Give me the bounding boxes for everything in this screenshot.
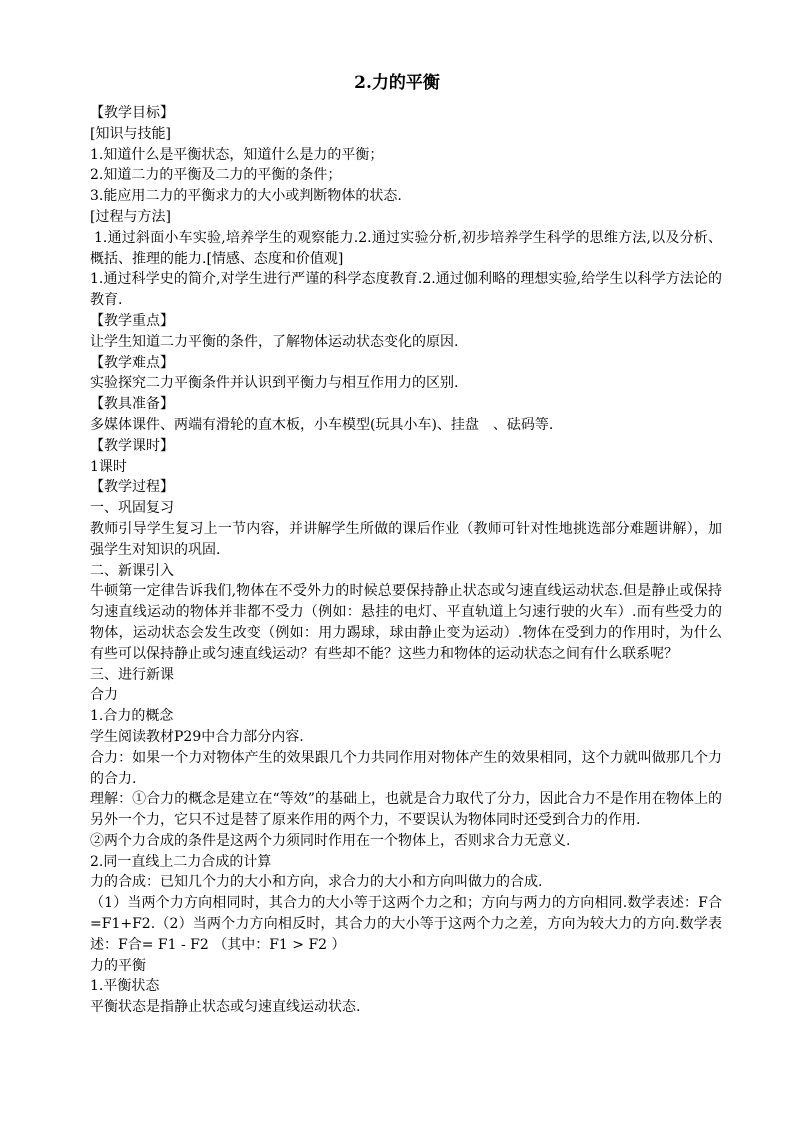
hours-text: 1课时 <box>90 458 127 475</box>
objective-item-3: 3.能应用二力的平衡求力的大小或判断物体的状态. <box>90 188 402 205</box>
process-paragraph: 1.通过斜面小车实验,培养学生的观察能力.2.通过实验分析,初步培养学生科学的思维方法,以及分析、概括、推理的能力.[情感、态度和价值观] <box>90 229 722 267</box>
subsection-heading-knowledge: [知识与技能] <box>90 125 171 142</box>
difficulties-text: 实验探究二力平衡条件并认识到平衡力与相互作用力的区别. <box>90 375 459 392</box>
section-heading-objectives: 【教学目标】 <box>90 105 174 121</box>
understanding-paragraph-2: ②两个力合成的条件是这两个力须同时作用在一个物体上，否则求合力无意义. <box>90 832 571 849</box>
equilibrium-definition: 平衡状态是指静止状态或匀速直线运动状态. <box>90 999 361 1016</box>
review-paragraph: 教师引导学生复习上一节内容，并讲解学生所做的课后作业（教师可针对性地挑选部分难题讲解），加强学生对知识的巩固. <box>90 520 722 558</box>
values-paragraph: 1.通过科学史的简介,对学生进行严谨的科学态度教育.2.通过伽利略的理想实验,给学生以科学方法论的教育. <box>90 271 722 309</box>
step-heading-new-lesson: 三、进行新课 <box>90 666 174 683</box>
topic-item-equilibrium: 1.平衡状态 <box>90 978 160 995</box>
understanding-paragraph-1: 理解：①合力的概念是建立在“等效”的基础上，也就是合力取代了分力，因此合力不是作用在物体上的另外一个力，它只不过是替了原来作用的两个力，不要误认为物体同时还受到合力的作用. <box>90 791 722 829</box>
key-points-text: 让学生知道二力平衡的条件，了解物体运动状态变化的原因. <box>90 333 459 350</box>
composition-cases: （1）当两个力方向相同时，其合力的大小等于这两个力之和；方向与两力的方向相同.数学表述：F合=F1+F2.（2）当两个力方向相反时，其合力的大小等于这两个力之差，方向为较大力的方向.数学表述：F合= F1 - F2 （其中：F1 > F2 ） <box>90 895 722 953</box>
topic-heading-resultant: 合力 <box>90 687 118 704</box>
section-heading-hours: 【教学课时】 <box>90 437 174 454</box>
page-title: 2.力的平衡 <box>354 73 440 93</box>
intro-paragraph: 牛顿第一定律告诉我们,物体在不受外力的时候总要保持静止状态或匀速直线运动状态.但是静止或保持匀速直线运动的物体并非都不受力（例如：悬挂的电灯、平直轨道上匀速行驶的火车）.而有些受力的物体，运动状态会发生改变（例如：用力踢球，球由静止变为运动）.物体在受到力的作用时，为什么有些可以保持静止或匀速直线运动？有些却不能？这些力和物体的运动状态之间有什么联系呢？ <box>90 583 722 662</box>
definition-paragraph: 合力：如果一个力对物体产生的效果跟几个力共同作用对物体产生的效果相同，这个力就叫做那几个力的合力. <box>90 749 722 787</box>
document-body <box>90 103 722 1018</box>
topic-item-calculation: 2.同一直线上二力合成的计算 <box>90 853 272 870</box>
step-heading-intro: 二、新课引入 <box>90 562 174 579</box>
section-heading-materials: 【教具准备】 <box>90 396 174 413</box>
materials-text: 多媒体课件、两端有滑轮的直木板，小车模型(玩具小车)、挂盘 、砝码等. <box>90 416 554 433</box>
composition-definition: 力的合成：已知几个力的大小和方向，求合力的大小和方向叫做力的合成. <box>90 874 543 891</box>
topic-item-concept: 1.合力的概念 <box>90 708 174 725</box>
objective-item-1: 1.知道什么是平衡状态，知道什么是力的平衡； <box>90 146 384 163</box>
section-heading-key-points: 【教学重点】 <box>90 312 174 329</box>
objective-item-2: 2.知道二力的平衡及二力的平衡的条件； <box>90 167 342 184</box>
reading-paragraph: 学生阅读教材P29中合力部分内容. <box>90 728 304 745</box>
topic-heading-balance: 力的平衡 <box>90 957 146 974</box>
step-heading-review: 一、巩固复习 <box>90 500 174 517</box>
subsection-heading-process: [过程与方法] <box>90 208 171 225</box>
section-heading-difficulties: 【教学难点】 <box>90 354 174 371</box>
section-heading-process-steps: 【教学过程】 <box>90 479 174 496</box>
